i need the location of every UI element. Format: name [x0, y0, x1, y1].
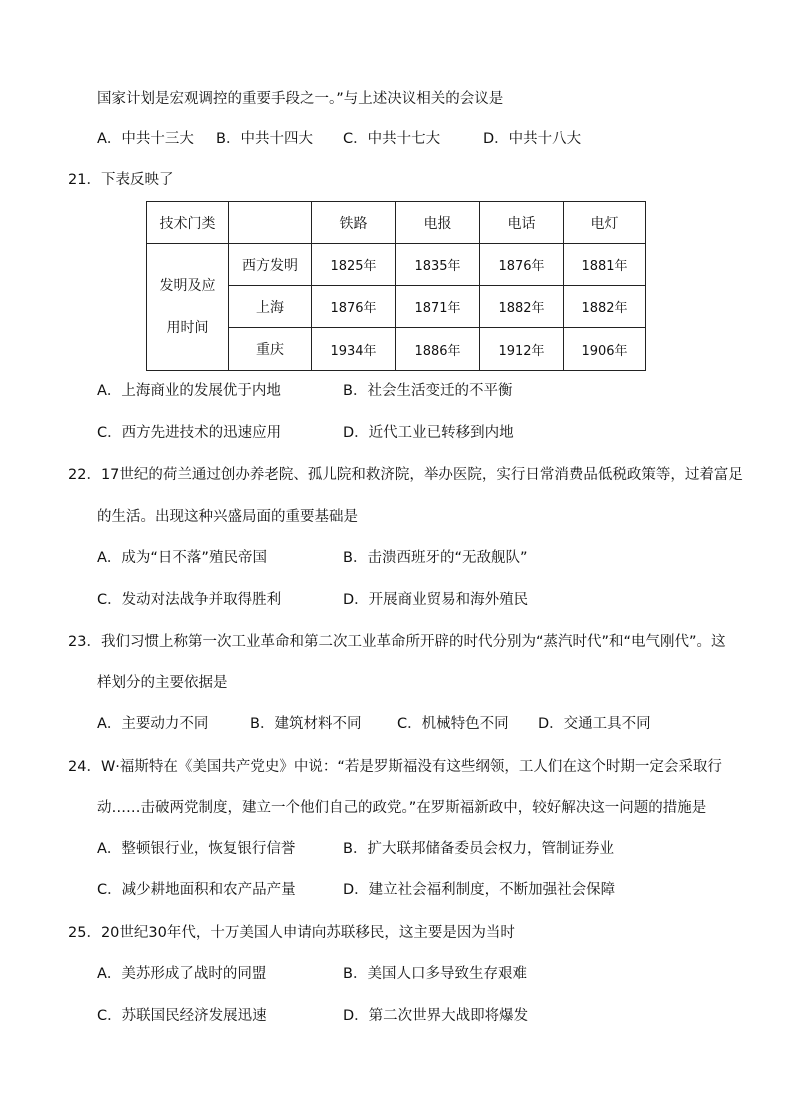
- table-cell: 1835年: [396, 244, 480, 286]
- table-cell: 1876年: [480, 244, 564, 286]
- table-header-cell: 电报: [396, 202, 480, 244]
- table-cell: 1912年: [480, 328, 564, 371]
- q22-option-b[interactable]: B．击溃西班牙的“无敌舰队”: [343, 550, 528, 566]
- table-cell: 1881年: [564, 244, 646, 286]
- q25-stem: 25．20世纪30年代，十万美国人申请向苏联移民，这主要是因为当时: [68, 925, 515, 941]
- q25-option-a[interactable]: A．美苏形成了战时的同盟: [97, 966, 267, 982]
- table-cell: 1886年: [396, 328, 480, 371]
- technology-table: [146, 201, 646, 371]
- table-row: [147, 244, 646, 286]
- table-header-cell: [229, 202, 312, 244]
- q22-stem-line2: 的生活。出现这种兴盛局面的重要基础是: [97, 509, 358, 525]
- table-header-row: [147, 202, 646, 244]
- q24-stem-line1: 24．W·福斯特在《美国共产党史》中说：“若是罗斯福没有这些纲领，工人们在这个时期一定会采取行: [68, 759, 722, 775]
- q21-option-b[interactable]: B．社会生活变迁的不平衡: [343, 383, 513, 399]
- q23-stem-line1: 23．我们习惯上称第一次工业革命和第二次工业革命所开辟的时代分别为“蒸汽时代”和“电气刚代”。这: [68, 634, 726, 650]
- q20-option-c[interactable]: C．中共十七大: [343, 131, 441, 147]
- q21-option-d[interactable]: D．近代工业已转移到内地: [343, 425, 514, 441]
- table-cell: 1882年: [564, 286, 646, 328]
- table-group-label-line2: 用时间: [166, 320, 209, 336]
- table-cell: 1906年: [564, 328, 646, 371]
- table-header-cell: 电灯: [564, 202, 646, 244]
- q24-stem-line2: 动……击破两党制度，建立一个他们自己的政党。”在罗斯福新政中，较好解决这一问题的措施是: [97, 800, 707, 816]
- q25-option-c[interactable]: C．苏联国民经济发展迅速: [97, 1008, 267, 1024]
- q21-stem: 21．下表反映了: [68, 172, 174, 188]
- q23-option-c[interactable]: C．机械特色不同: [397, 716, 509, 732]
- q20-option-b[interactable]: B．中共十四大: [216, 131, 313, 147]
- q24-option-b[interactable]: B．扩大联邦储备委员会权力，管制证券业: [343, 841, 614, 857]
- table-cell: 1934年: [312, 328, 396, 371]
- q22-option-c[interactable]: C．发动对法战争并取得胜利: [97, 592, 282, 608]
- table-cell: 1825年: [312, 244, 396, 286]
- table-cell: 1882年: [480, 286, 564, 328]
- table-row-place: 上海: [229, 286, 312, 328]
- q23-option-b[interactable]: B．建筑材料不同: [250, 716, 362, 732]
- table-row-place: 西方发明: [229, 244, 312, 286]
- table-header-cell: 电话: [480, 202, 564, 244]
- table-header-cell: 技术门类: [147, 202, 229, 244]
- q22-option-d[interactable]: D．开展商业贸易和海外殖民: [343, 592, 529, 608]
- table-group-label: [147, 244, 229, 371]
- q21-option-c[interactable]: C．西方先进技术的迅速应用: [97, 425, 282, 441]
- q25-option-b[interactable]: B．美国人口多导致生存艰难: [343, 966, 527, 982]
- table-cell: 1876年: [312, 286, 396, 328]
- q22-option-a[interactable]: A．成为“日不落”殖民帝国: [97, 550, 267, 566]
- q23-option-d[interactable]: D．交通工具不同: [538, 716, 651, 732]
- table-row-place: 重庆: [229, 328, 312, 371]
- table-cell: 1871年: [396, 286, 480, 328]
- q24-option-d[interactable]: D．建立社会福利制度，不断加强社会保障: [343, 882, 616, 898]
- q20-option-d[interactable]: D．中共十八大: [483, 131, 582, 147]
- q24-option-c[interactable]: C．减少耕地面积和农产品产量: [97, 882, 296, 898]
- q20-option-a[interactable]: A．中共十三大: [97, 131, 194, 147]
- q20-stem-continuation: 国家计划是宏观调控的重要手段之一。”与上述决议相关的会议是: [97, 91, 504, 107]
- q23-option-a[interactable]: A．主要动力不同: [97, 716, 209, 732]
- q22-stem-line1: 22．17世纪的荷兰通过创办养老院、孤儿院和救济院，举办医院，实行日常消费品低税政策等，过着富足: [68, 467, 743, 483]
- table-group-label-line1: 发明及应: [159, 278, 216, 294]
- q23-stem-line2: 样划分的主要依据是: [97, 675, 228, 691]
- q25-option-d[interactable]: D．第二次世界大战即将爆发: [343, 1008, 529, 1024]
- q24-option-a[interactable]: A．整顿银行业，恢复银行信誉: [97, 841, 296, 857]
- table-header-cell: 铁路: [312, 202, 396, 244]
- q21-option-a[interactable]: A．上海商业的发展优于内地: [97, 383, 281, 399]
